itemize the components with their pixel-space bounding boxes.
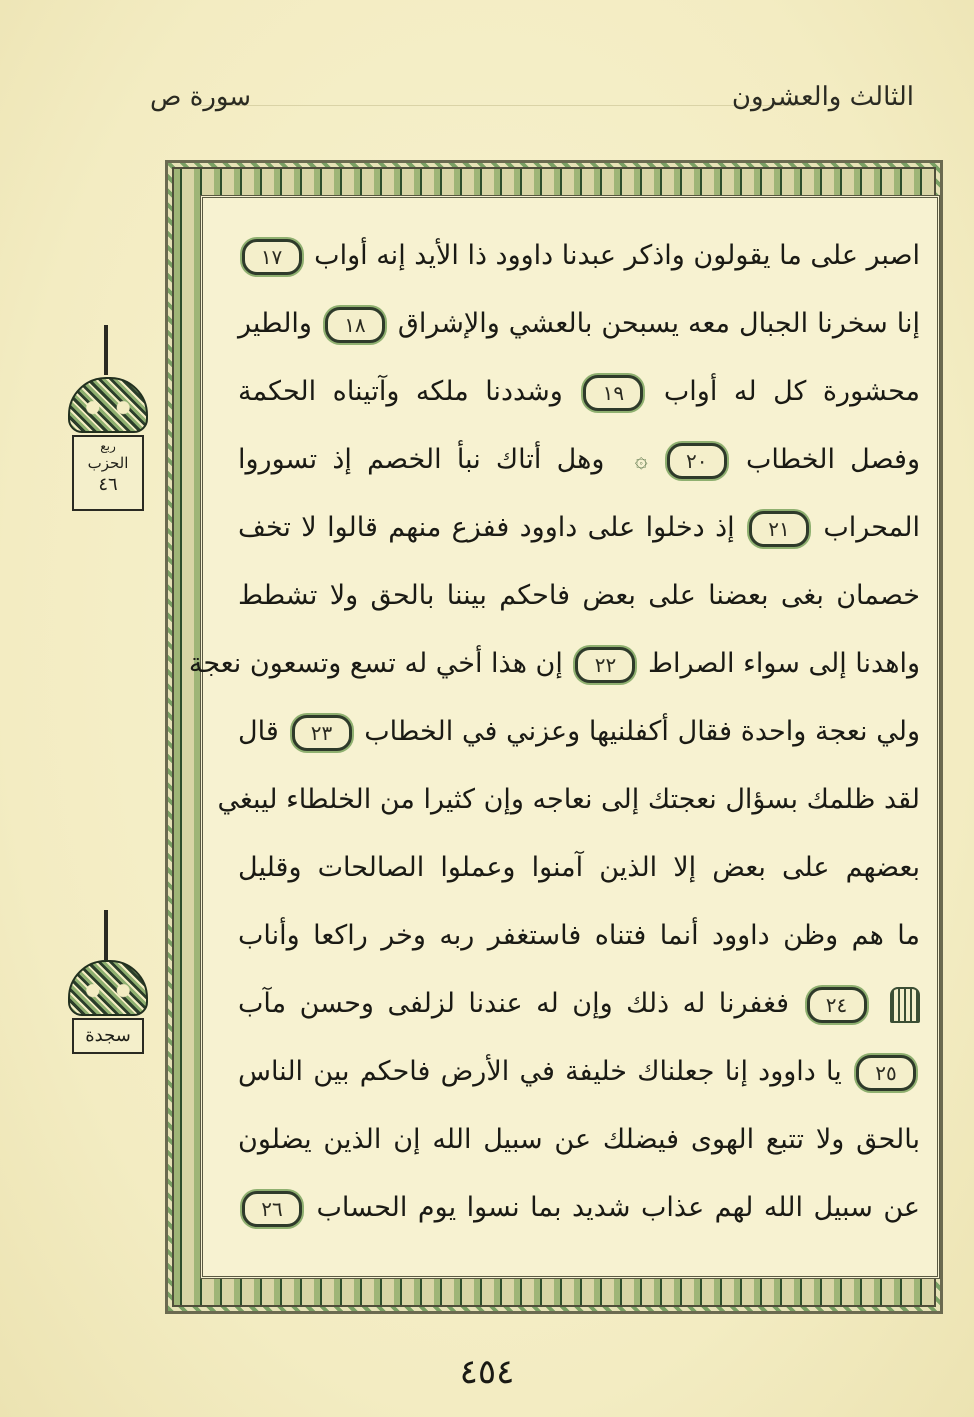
- hizb-marker: [58, 325, 154, 515]
- verse-text: لقد ظلمك بسؤال نعجتك إلى نعاجه وإن كثيرا من الخلطاء ليبغي: [217, 784, 920, 815]
- verse-text: وفصل الخطاب: [746, 444, 920, 475]
- hizb-number: ٤٦: [98, 474, 118, 495]
- hizb-label-box: [72, 435, 144, 511]
- verse-text: يا داوود إنا جعلناك خليفة في الأرض فاحكم بين الناس: [238, 1056, 842, 1087]
- verse-text: وشددنا ملكه وآتيناه الحكمة: [238, 376, 563, 407]
- ayah-number-marker: ٢٤: [807, 987, 867, 1023]
- verse-text: بعضهم على بعض إلا الذين آمنوا وعملوا الصالحات وقليل: [238, 852, 920, 883]
- ayah-number-marker: ٢٥: [856, 1055, 916, 1091]
- verse-lines: [188, 222, 920, 1242]
- verse-line: [238, 494, 920, 562]
- verse-text: إذ دخلوا على داوود ففزع منهم قالوا لا تخف: [238, 512, 735, 543]
- surah-title: سورة ص: [150, 82, 252, 112]
- page-number: ٤٥٤: [459, 1352, 515, 1392]
- ayah-number-marker: ١٧: [242, 239, 302, 275]
- verse-text: المحراب: [823, 512, 920, 543]
- verse-line: [238, 1106, 920, 1174]
- ayah-number-marker: ٢٣: [292, 715, 352, 751]
- verse-text: واهدنا إلى سواء الصراط: [648, 648, 920, 679]
- verse-text: بالحق ولا تتبع الهوى فيضلك عن سبيل الله إن الذين يضلون: [238, 1124, 920, 1155]
- verse-line: [238, 834, 920, 902]
- verse-line: [238, 1174, 920, 1242]
- knot-ornament-icon: [68, 960, 148, 1016]
- ayah-number-marker: ٢١: [749, 511, 809, 547]
- verse-text: قال: [238, 716, 279, 747]
- verse-line: [238, 902, 920, 970]
- juz-title: الثالث والعشرون: [731, 82, 914, 112]
- sajda-mihrab-icon: [890, 987, 920, 1023]
- verse-text: عن سبيل الله لهم عذاب شديد بما نسوا يوم الحساب: [316, 1192, 920, 1223]
- verse-line: [238, 358, 920, 426]
- ornament-spike-icon: [104, 910, 108, 960]
- hizb-label: الحزب: [87, 454, 129, 472]
- verse-text: اصبر على ما يقولون واذكر عبدنا داوود ذا الأيد إنه أواب: [314, 240, 920, 271]
- ornament-spike-icon: [104, 325, 108, 375]
- verse-text: إنا سخرنا الجبال معه يسبحن بالعشي والإشراق: [397, 308, 920, 339]
- ayah-number-marker: ٢٠: [667, 443, 727, 479]
- header-divider: [200, 105, 800, 120]
- ayah-number-marker: ١٨: [325, 307, 385, 343]
- verse-text: ما هم وظن داوود أنما فتناه فاستغفر ربه وخر راكعا وأناب: [238, 920, 920, 951]
- sajda-marker: [58, 910, 154, 1060]
- verse-line: [188, 630, 920, 698]
- verse-line: [217, 766, 920, 834]
- verse-text: فغفرنا له ذلك وإن له عندنا لزلفى وحسن مآب: [238, 988, 790, 1019]
- rub-el-hizb-icon: ۞: [634, 447, 648, 473]
- hizb-quarter-label: ربع: [100, 439, 116, 453]
- verse-text: محشورة كل له أواب: [663, 376, 920, 407]
- verse-text: والطير: [238, 308, 312, 339]
- verse-line: [238, 290, 920, 358]
- verse-line: [238, 698, 920, 766]
- verse-line: [238, 1038, 920, 1106]
- verse-text: وهل أتاك نبأ الخصم إذ تسوروا: [238, 444, 605, 475]
- verse-text: إن هذا أخي له تسع وتسعون نعجة: [188, 648, 563, 679]
- ayah-number-marker: ٢٢: [575, 647, 635, 683]
- verse-line: [238, 970, 920, 1038]
- verse-line: [238, 222, 920, 290]
- ayah-number-marker: ١٩: [583, 375, 643, 411]
- verse-text: خصمان بغى بعضنا على بعض فاحكم بيننا بالحق ولا تشطط: [238, 580, 920, 611]
- verse-line: [238, 562, 920, 630]
- ayah-number-marker: ٢٦: [242, 1191, 302, 1227]
- verse-text: ولي نعجة واحدة فقال أكفلنيها وعزني في الخطاب: [364, 716, 920, 747]
- verse-line: [238, 426, 920, 494]
- sajda-label: سجدة: [72, 1018, 144, 1054]
- knot-ornament-icon: [68, 377, 148, 433]
